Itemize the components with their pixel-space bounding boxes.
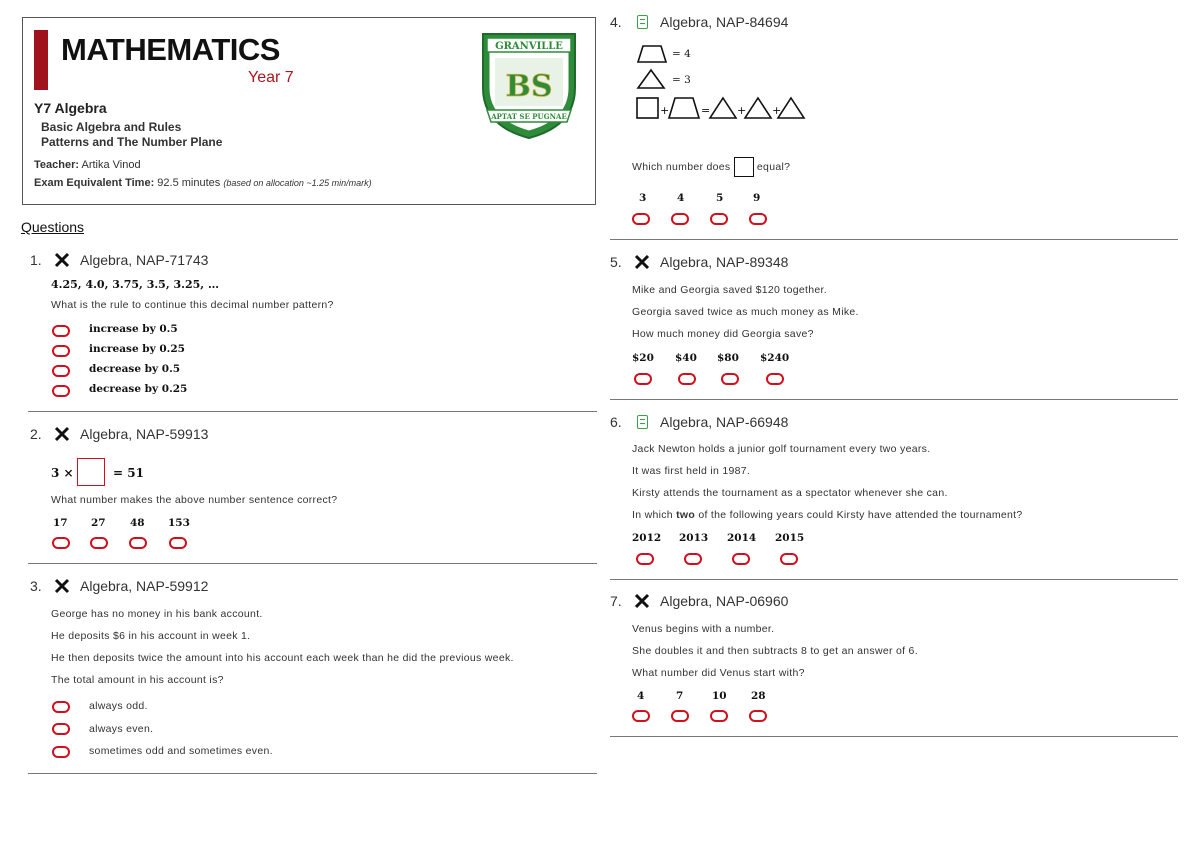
- question-divider: [610, 579, 1178, 580]
- question-text-line: Georgia saved twice as much money as Mike.: [632, 306, 859, 318]
- answer-bubble[interactable]: [678, 373, 696, 385]
- answer-bubble[interactable]: [780, 553, 798, 565]
- answer-option: $80: [717, 352, 739, 364]
- answer-bubble[interactable]: [749, 213, 767, 225]
- answer-option: sometimes odd and sometimes even.: [89, 745, 273, 757]
- question-prompt: [632, 509, 1023, 521]
- question-text-line: He then deposits twice the amount into his account each week than he did the previous week.: [51, 652, 514, 664]
- svg-text:BS: BS: [505, 69, 553, 104]
- unit-title: Y7 Algebra: [34, 100, 107, 116]
- equation-left: 3 ×: [51, 466, 74, 480]
- topic-item: Basic Algebra and Rules: [41, 120, 182, 134]
- question-prompt: What number makes the above number sentence correct?: [51, 494, 338, 506]
- page-title: MATHEMATICS: [61, 32, 280, 67]
- calculator-icon: [632, 13, 652, 31]
- question-number: 1.: [30, 252, 42, 268]
- teacher-line: [34, 159, 141, 171]
- answer-bubble[interactable]: [671, 213, 689, 225]
- answer-option: 4: [637, 690, 645, 702]
- question-number: 5.: [610, 254, 622, 270]
- question-text-line: How much money did Georgia save?: [632, 328, 814, 340]
- answer-option: 2015: [775, 532, 805, 544]
- question-text-line: Jack Newton holds a junior golf tournament every two years.: [632, 443, 931, 455]
- triangle-shape: [636, 68, 666, 90]
- question-ref: Algebra, NAP-71743: [80, 252, 209, 268]
- cross-icon: [632, 253, 652, 271]
- time-value: 92.5 minutes: [157, 177, 221, 189]
- answer-bubble[interactable]: [169, 537, 187, 549]
- question-text-line: Venus begins with a number.: [632, 623, 775, 635]
- answer-option: $240: [760, 352, 790, 364]
- answer-option: 2014: [727, 532, 757, 544]
- question-prompt: What is the rule to continue this decimal number pattern?: [51, 299, 334, 311]
- answer-bubble[interactable]: [671, 710, 689, 722]
- question-text-line: It was first held in 1987.: [632, 465, 751, 477]
- question-text-line: The total amount in his account is?: [51, 674, 224, 686]
- question-ref: Algebra, NAP-84694: [660, 14, 789, 30]
- question-text-line: Mike and Georgia saved $120 together.: [632, 284, 827, 296]
- answer-option: 2012: [632, 532, 662, 544]
- trapezium-shape: [636, 44, 668, 64]
- answer-option: 10: [712, 690, 727, 702]
- year-label: Year 7: [248, 69, 294, 86]
- question-ref: Algebra, NAP-66948: [660, 414, 789, 430]
- answer-bubble[interactable]: [710, 213, 728, 225]
- question-number: 6.: [610, 414, 622, 430]
- question-text-line: George has no money in his bank account.: [51, 608, 263, 620]
- answer-bubble[interactable]: [52, 537, 70, 549]
- answer-bubble[interactable]: [52, 746, 70, 758]
- equation-right: = 51: [113, 466, 144, 480]
- time-line: [34, 177, 372, 189]
- header-box: [22, 17, 596, 205]
- question-ref: Algebra, NAP-59912: [80, 578, 209, 594]
- answer-bubble[interactable]: [749, 710, 767, 722]
- answer-bubble[interactable]: [52, 345, 70, 357]
- answer-box-placeholder: [77, 458, 105, 486]
- question-divider: [610, 239, 1178, 240]
- prompt-before: In which: [632, 509, 673, 521]
- svg-text:=: =: [701, 104, 711, 117]
- question-text-line: Kirsty attends the tournament as a spectator whenever she can.: [632, 487, 948, 499]
- school-crest-logo: [477, 28, 581, 140]
- cross-icon: [632, 592, 652, 610]
- answer-option: always even.: [89, 723, 154, 735]
- answer-option: 17: [53, 517, 68, 529]
- answer-option: 48: [130, 517, 145, 529]
- svg-text:+: +: [660, 104, 670, 117]
- question-prompt: [632, 157, 790, 177]
- question-header: [610, 13, 788, 31]
- square-shape: [734, 157, 754, 177]
- answer-bubble[interactable]: [732, 553, 750, 565]
- question-number: 4.: [610, 14, 622, 30]
- question-header: [30, 251, 208, 269]
- cross-icon: [52, 425, 72, 443]
- question-divider: [610, 736, 1178, 737]
- answer-option: always odd.: [89, 700, 148, 712]
- prompt-after: of the following years could Kirsty have attended the tournament?: [698, 509, 1023, 521]
- question-header: [610, 253, 788, 271]
- answer-bubble[interactable]: [634, 373, 652, 385]
- question-divider: [28, 563, 597, 564]
- question-divider: [610, 399, 1178, 400]
- question-text-line: She doubles it and then subtracts 8 to get an answer of 6.: [632, 645, 918, 657]
- answer-bubble[interactable]: [90, 537, 108, 549]
- prompt-emphasis: two: [676, 509, 696, 521]
- answer-option: decrease by 0.25: [89, 383, 188, 395]
- question-header: [610, 592, 788, 610]
- answer-bubble[interactable]: [632, 710, 650, 722]
- question-text-line: What number did Venus start with?: [632, 667, 805, 679]
- answer-option: 153: [168, 517, 190, 529]
- question-header: [30, 425, 208, 443]
- question-number: 3.: [30, 578, 42, 594]
- questions-heading: Questions: [21, 219, 85, 235]
- answer-option: 28: [751, 690, 766, 702]
- question-number: 7.: [610, 593, 622, 609]
- svg-text:GRANVILLE: GRANVILLE: [495, 41, 563, 52]
- answer-bubble[interactable]: [52, 723, 70, 735]
- answer-option: 4: [677, 192, 685, 204]
- answer-bubble[interactable]: [684, 553, 702, 565]
- cross-icon: [52, 577, 72, 595]
- time-label: Exam Equivalent Time:: [34, 177, 155, 189]
- question-ref: Algebra, NAP-59913: [80, 426, 209, 442]
- topic-item: Patterns and The Number Plane: [41, 135, 223, 149]
- answer-bubble[interactable]: [129, 537, 147, 549]
- shape-equation: [636, 96, 806, 122]
- answer-bubble[interactable]: [636, 553, 654, 565]
- trapezium-value: = 4: [672, 48, 691, 60]
- answer-bubble[interactable]: [52, 701, 70, 713]
- svg-text:+: +: [772, 104, 782, 117]
- answer-option: increase by 0.5: [89, 323, 178, 335]
- prompt-after: equal?: [756, 160, 791, 173]
- answer-bubble[interactable]: [710, 710, 728, 722]
- triangle-value: = 3: [672, 74, 691, 86]
- answer-bubble[interactable]: [721, 373, 739, 385]
- question-ref: Algebra, NAP-06960: [660, 593, 789, 609]
- answer-option: 9: [753, 192, 761, 204]
- answer-option: $20: [632, 352, 654, 364]
- question-header: [610, 413, 788, 431]
- prompt-before: Which number does: [632, 160, 731, 173]
- answer-bubble[interactable]: [52, 325, 70, 337]
- question-ref: Algebra, NAP-89348: [660, 254, 789, 270]
- question-text-line: He deposits $6 in his account in week 1.: [51, 630, 251, 642]
- svg-text:APTAT SE PUGNAE: APTAT SE PUGNAE: [491, 112, 567, 121]
- question-header: [30, 577, 208, 595]
- accent-bar: [34, 30, 48, 90]
- cross-icon: [52, 251, 72, 269]
- question-number: 2.: [30, 426, 42, 442]
- answer-bubble[interactable]: [52, 365, 70, 377]
- number-pattern: 4.25, 4.0, 3.75, 3.5, 3.25, …: [51, 278, 219, 291]
- answer-option: decrease by 0.5: [89, 363, 181, 375]
- question-divider: [28, 411, 597, 412]
- answer-bubble[interactable]: [766, 373, 784, 385]
- svg-text:+: +: [737, 104, 747, 117]
- time-note: (based on allocation ~1.25 min/mark): [223, 178, 372, 188]
- calculator-icon: [632, 413, 652, 431]
- answer-option: 27: [91, 517, 106, 529]
- answer-option: 2013: [679, 532, 709, 544]
- answer-bubble[interactable]: [52, 385, 70, 397]
- teacher-label: Teacher:: [34, 159, 80, 171]
- answer-option: increase by 0.25: [89, 343, 185, 355]
- answer-option: $40: [675, 352, 697, 364]
- answer-option: 5: [716, 192, 724, 204]
- answer-option: 3: [639, 192, 647, 204]
- question-divider: [28, 773, 597, 774]
- answer-option: 7: [676, 690, 684, 702]
- teacher-name: Artika Vinod: [81, 159, 141, 171]
- answer-bubble[interactable]: [632, 213, 650, 225]
